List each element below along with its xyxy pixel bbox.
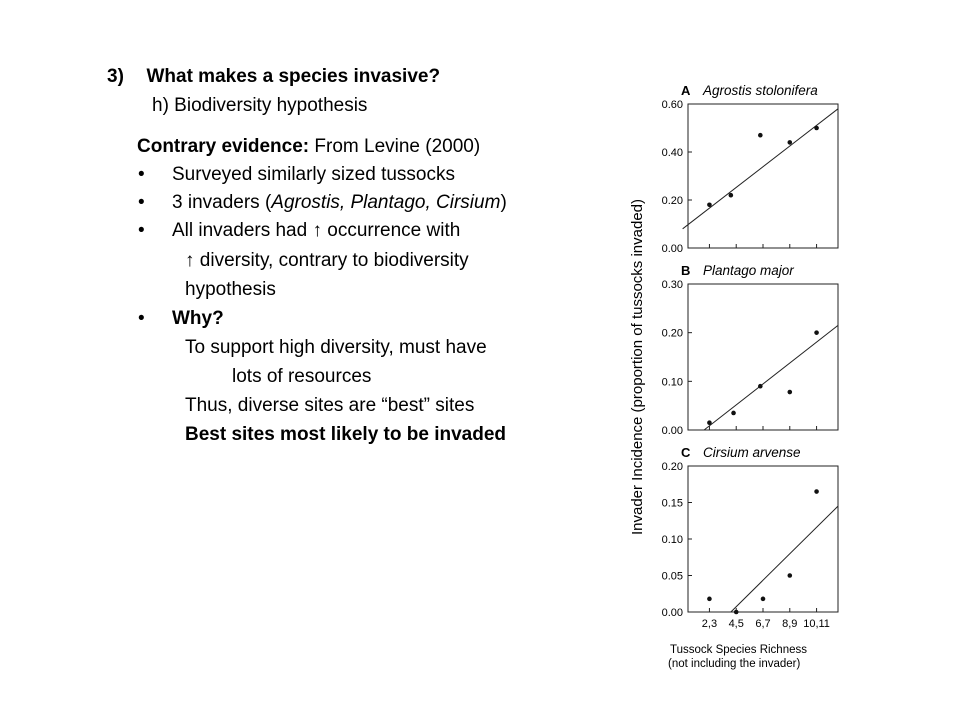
why-line-4: Best sites most likely to be invaded (185, 424, 506, 445)
panel-a-y-tick-label: 0.20 (661, 195, 683, 207)
bullet-4-marker: • (138, 308, 145, 329)
panel-c-point (787, 573, 792, 578)
panel-c-y-tick-label: 0.15 (661, 497, 683, 510)
panel-c-letter: C (681, 445, 691, 460)
x-tick-label: 4,5 (728, 618, 744, 630)
panel-a-y-tick-label: 0.40 (661, 147, 683, 159)
x-tick-label: 8,9 (782, 618, 798, 630)
panel-c-point (734, 610, 739, 615)
panel-b-y-tick-label: 0.00 (661, 425, 683, 437)
panel-a-point (787, 140, 792, 145)
evidence-text: From Levine (2000) (309, 136, 481, 157)
panel-a-y-tick-label: 0.60 (661, 99, 683, 111)
panel-b-y-tick-label: 0.10 (661, 376, 683, 389)
panel-c-y-tick-label: 0.10 (661, 534, 683, 546)
panel-c-point (814, 489, 819, 494)
panel-c-frame (688, 466, 838, 612)
why-line-1: To support high diversity, must have (185, 337, 487, 358)
bullet-3-marker: • (138, 220, 145, 241)
panel-a-point (729, 193, 734, 198)
panel-b-point (758, 384, 763, 389)
bullet-3-line-2: ↑ diversity, contrary to biodiversity (185, 250, 469, 271)
panel-b-fit-line (704, 325, 838, 430)
bullet-2-species: Agrostis, Plantago, Cirsium (271, 192, 501, 213)
panel-b-title: Plantago major (703, 263, 794, 278)
why-line-2: lots of resources (232, 366, 372, 387)
bullet-4: Why? (172, 308, 224, 329)
bullet-1-marker: • (138, 164, 145, 185)
heading-text: What makes a species invasive? (146, 66, 441, 87)
panel-c-point (761, 597, 766, 602)
subheading: h) Biodiversity hypothesis (152, 95, 368, 116)
figure-y-axis-label: Invader Incidence (proportion of tussocks invaded) (629, 198, 646, 536)
panel-b-point (707, 420, 712, 425)
panel-a-y-tick-label: 0.00 (661, 243, 683, 255)
x-tick-label: 10,11 (803, 618, 830, 630)
x-tick-label: 6,7 (755, 618, 771, 630)
bullet-3-line-1: All invaders had ↑ occurrence with (172, 220, 461, 241)
panel-b-point (731, 411, 736, 416)
panel-b-y-tick-label: 0.30 (661, 279, 683, 291)
panel-c-fit-line (731, 506, 838, 612)
panel-c-y-tick-label: 0.20 (661, 461, 683, 473)
bullet-2-marker: • (138, 192, 145, 213)
heading-number: 3) (107, 66, 124, 87)
bullet-2-pre: 3 invaders ( (172, 192, 272, 213)
bullet-1: Surveyed similarly sized tussocks (172, 164, 455, 185)
bullet-2-post: ) (500, 192, 507, 213)
x-tick-label: 2,3 (701, 618, 718, 630)
panel-b-letter: B (681, 263, 691, 278)
panel-a-letter: A (681, 83, 691, 98)
panel-b-point (814, 330, 819, 335)
panel-b-y-tick-label: 0.20 (661, 327, 683, 340)
panel-c-y-tick-label: 0.00 (661, 607, 683, 619)
panel-c-y-tick-label: 0.05 (661, 570, 683, 583)
why-line-3: Thus, diverse sites are “best” sites (185, 395, 475, 416)
panel-b-point (787, 390, 792, 395)
evidence-label: Contrary evidence: (137, 136, 310, 157)
panel-a-point (814, 126, 819, 131)
panel-b-frame (688, 284, 838, 430)
panel-a-title: Agrostis stolonifera (703, 83, 818, 98)
panel-c-title: Cirsium arvense (703, 445, 801, 460)
figure-x-axis-label-line-2: (not including the invader) (668, 658, 801, 670)
bullet-3-line-3: hypothesis (185, 279, 276, 300)
panel-a-point (758, 133, 763, 138)
panel-c-point (707, 597, 712, 602)
panel-a-point (707, 203, 712, 208)
figure-x-axis-label-line-1: Tussock Species Richness (670, 644, 807, 656)
